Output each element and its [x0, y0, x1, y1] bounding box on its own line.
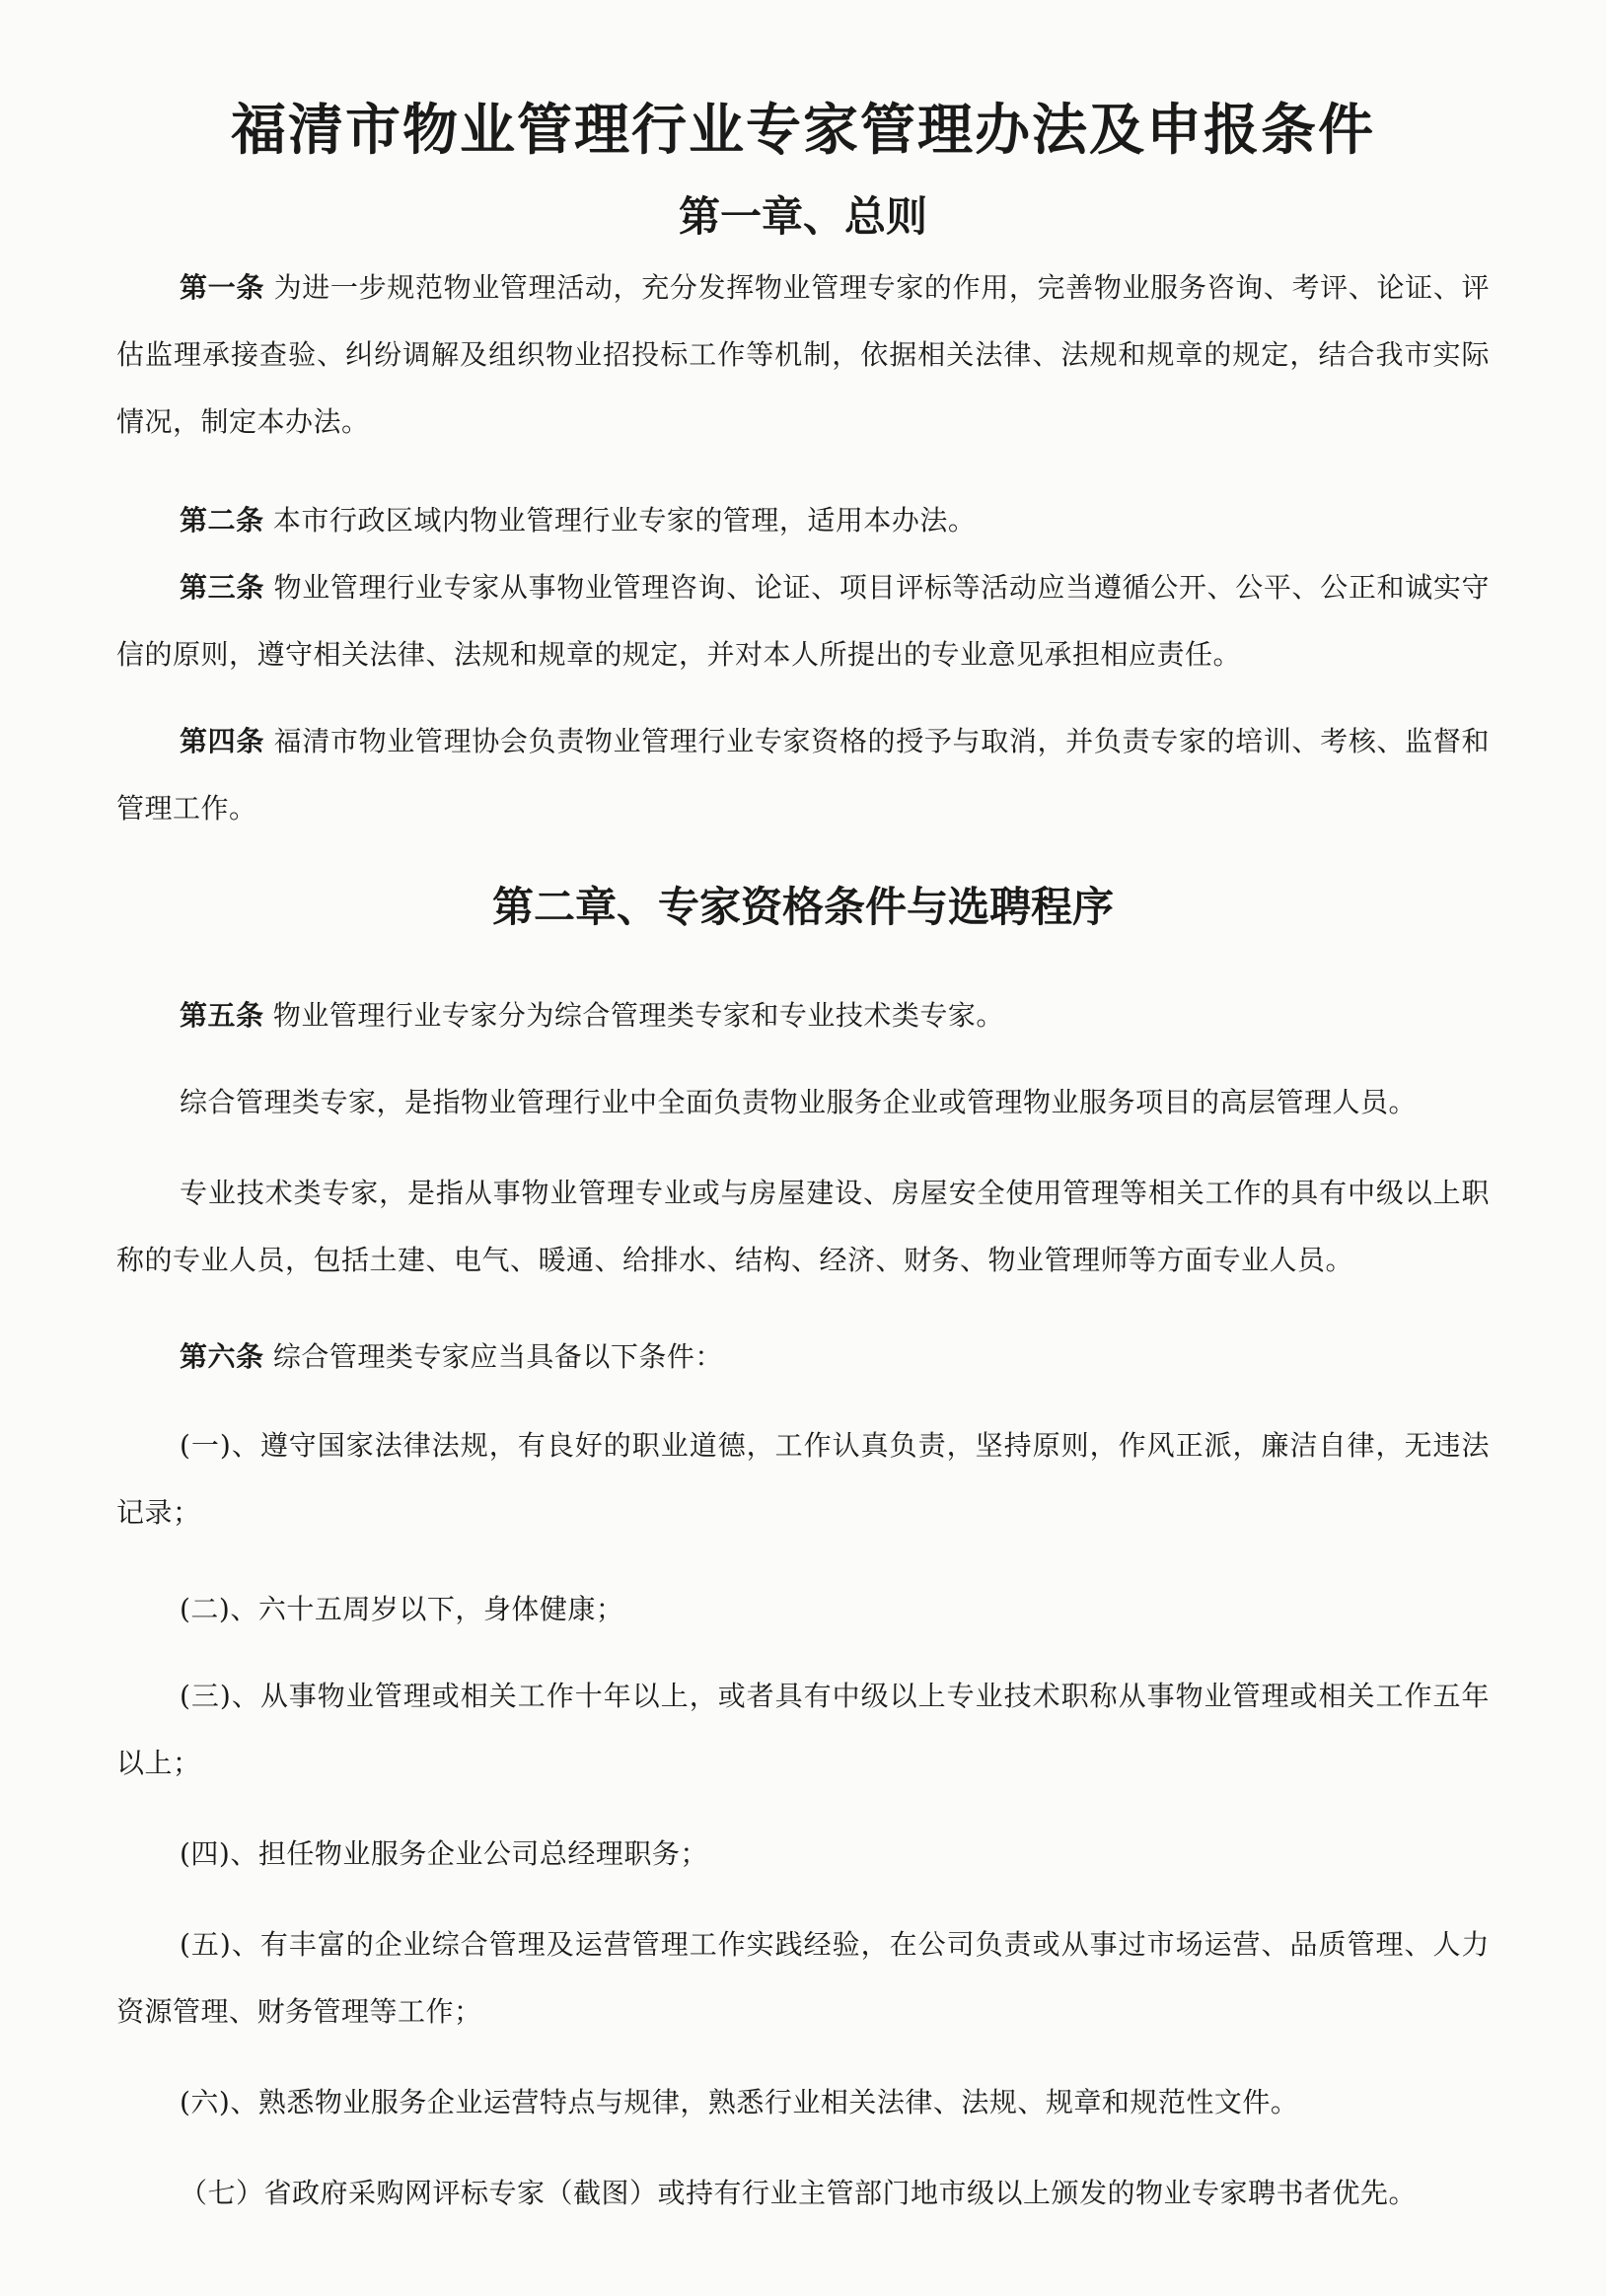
- condition-item: (六)、熟悉物业服务企业运营特点与规律，熟悉行业相关法律、法规、规章和规范性文件。: [180, 2086, 1299, 2118]
- chapter-2-heading: 第二章、专家资格条件与选聘程序: [491, 883, 1114, 931]
- article-label: 第三条: [180, 571, 264, 604]
- article-label: 第二条: [180, 504, 264, 537]
- condition-item: (一)、遵守国家法律法规，有良好的职业道德，工作认真负责，坚持原则，作风正派，廉洁自律，无违法记录；: [116, 1429, 1490, 1529]
- article-1: [116, 254, 1490, 456]
- article-2: [116, 487, 1490, 554]
- article-5: [116, 982, 1490, 1049]
- condition-item: (四)、担任物业服务企业公司总经理职务；: [180, 1837, 708, 1870]
- condition-item: (二)、六十五周岁以下，身体健康；: [180, 1593, 624, 1625]
- article-4: [116, 708, 1490, 842]
- article-6: [116, 1324, 1490, 1391]
- article-text: 本市行政区域内物业管理行业专家的管理，适用本办法。: [272, 504, 977, 537]
- article-label: 第四条: [180, 725, 264, 757]
- document-title: 福清市物业管理行业专家管理办法及申报条件: [231, 98, 1375, 163]
- technical-expert-definition: 专业技术类专家，是指从事物业管理专业或与房屋建设、房屋安全使用管理等相关工作的具有中级以上职称的专业人员，包括土建、电气、暖通、给排水、结构、经济、财务、物业管理师等方面专业人员。: [116, 1177, 1490, 1276]
- article-3: [116, 554, 1490, 688]
- chapter-1-heading: 第一章、总则: [678, 192, 927, 241]
- article-label: 第一条: [180, 271, 264, 304]
- article-text: 综合管理类专家应当具备以下条件：: [272, 1340, 723, 1373]
- comprehensive-expert-definition: 综合管理类专家，是指物业管理行业中全面负责物业服务企业或管理物业服务项目的高层管理人员。: [180, 1086, 1418, 1118]
- condition-item: (五)、有丰富的企业综合管理及运营管理工作实践经验，在公司负责或从事过市场运营、品质管理、人力资源管理、财务管理等工作；: [116, 1928, 1490, 2028]
- article-text: 物业管理行业专家分为综合管理类专家和专业技术类专家。: [272, 999, 1004, 1032]
- condition-item: （七）省政府采购网评标专家（截图）或持有行业主管部门地市级以上颁发的物业专家聘书者优先。: [180, 2177, 1418, 2209]
- article-text: 为进一步规范物业管理活动，充分发挥物业管理专家的作用，完善物业服务咨询、考评、论证、评估监理承接查验、纠纷调解及组织物业招投标工作等机制，依据相关法律、法规和规章的规定，结合我市实际情况，制定本办法。: [116, 271, 1490, 438]
- article-text: 物业管理行业专家从事物业管理咨询、论证、项目评标等活动应当遵循公开、公平、公正和诚实守信的原则，遵守相关法律、法规和规章的规定，并对本人所提出的专业意见承担相应责任。: [116, 571, 1490, 671]
- article-text: 福清市物业管理协会负责物业管理行业专家资格的授予与取消，并负责专家的培训、考核、监督和管理工作。: [116, 725, 1490, 825]
- article-label: 第六条: [180, 1340, 264, 1373]
- condition-item: (三)、从事物业管理或相关工作十年以上，或者具有中级以上专业技术职称从事物业管理或相关工作五年以上；: [116, 1680, 1490, 1779]
- article-label: 第五条: [180, 999, 264, 1032]
